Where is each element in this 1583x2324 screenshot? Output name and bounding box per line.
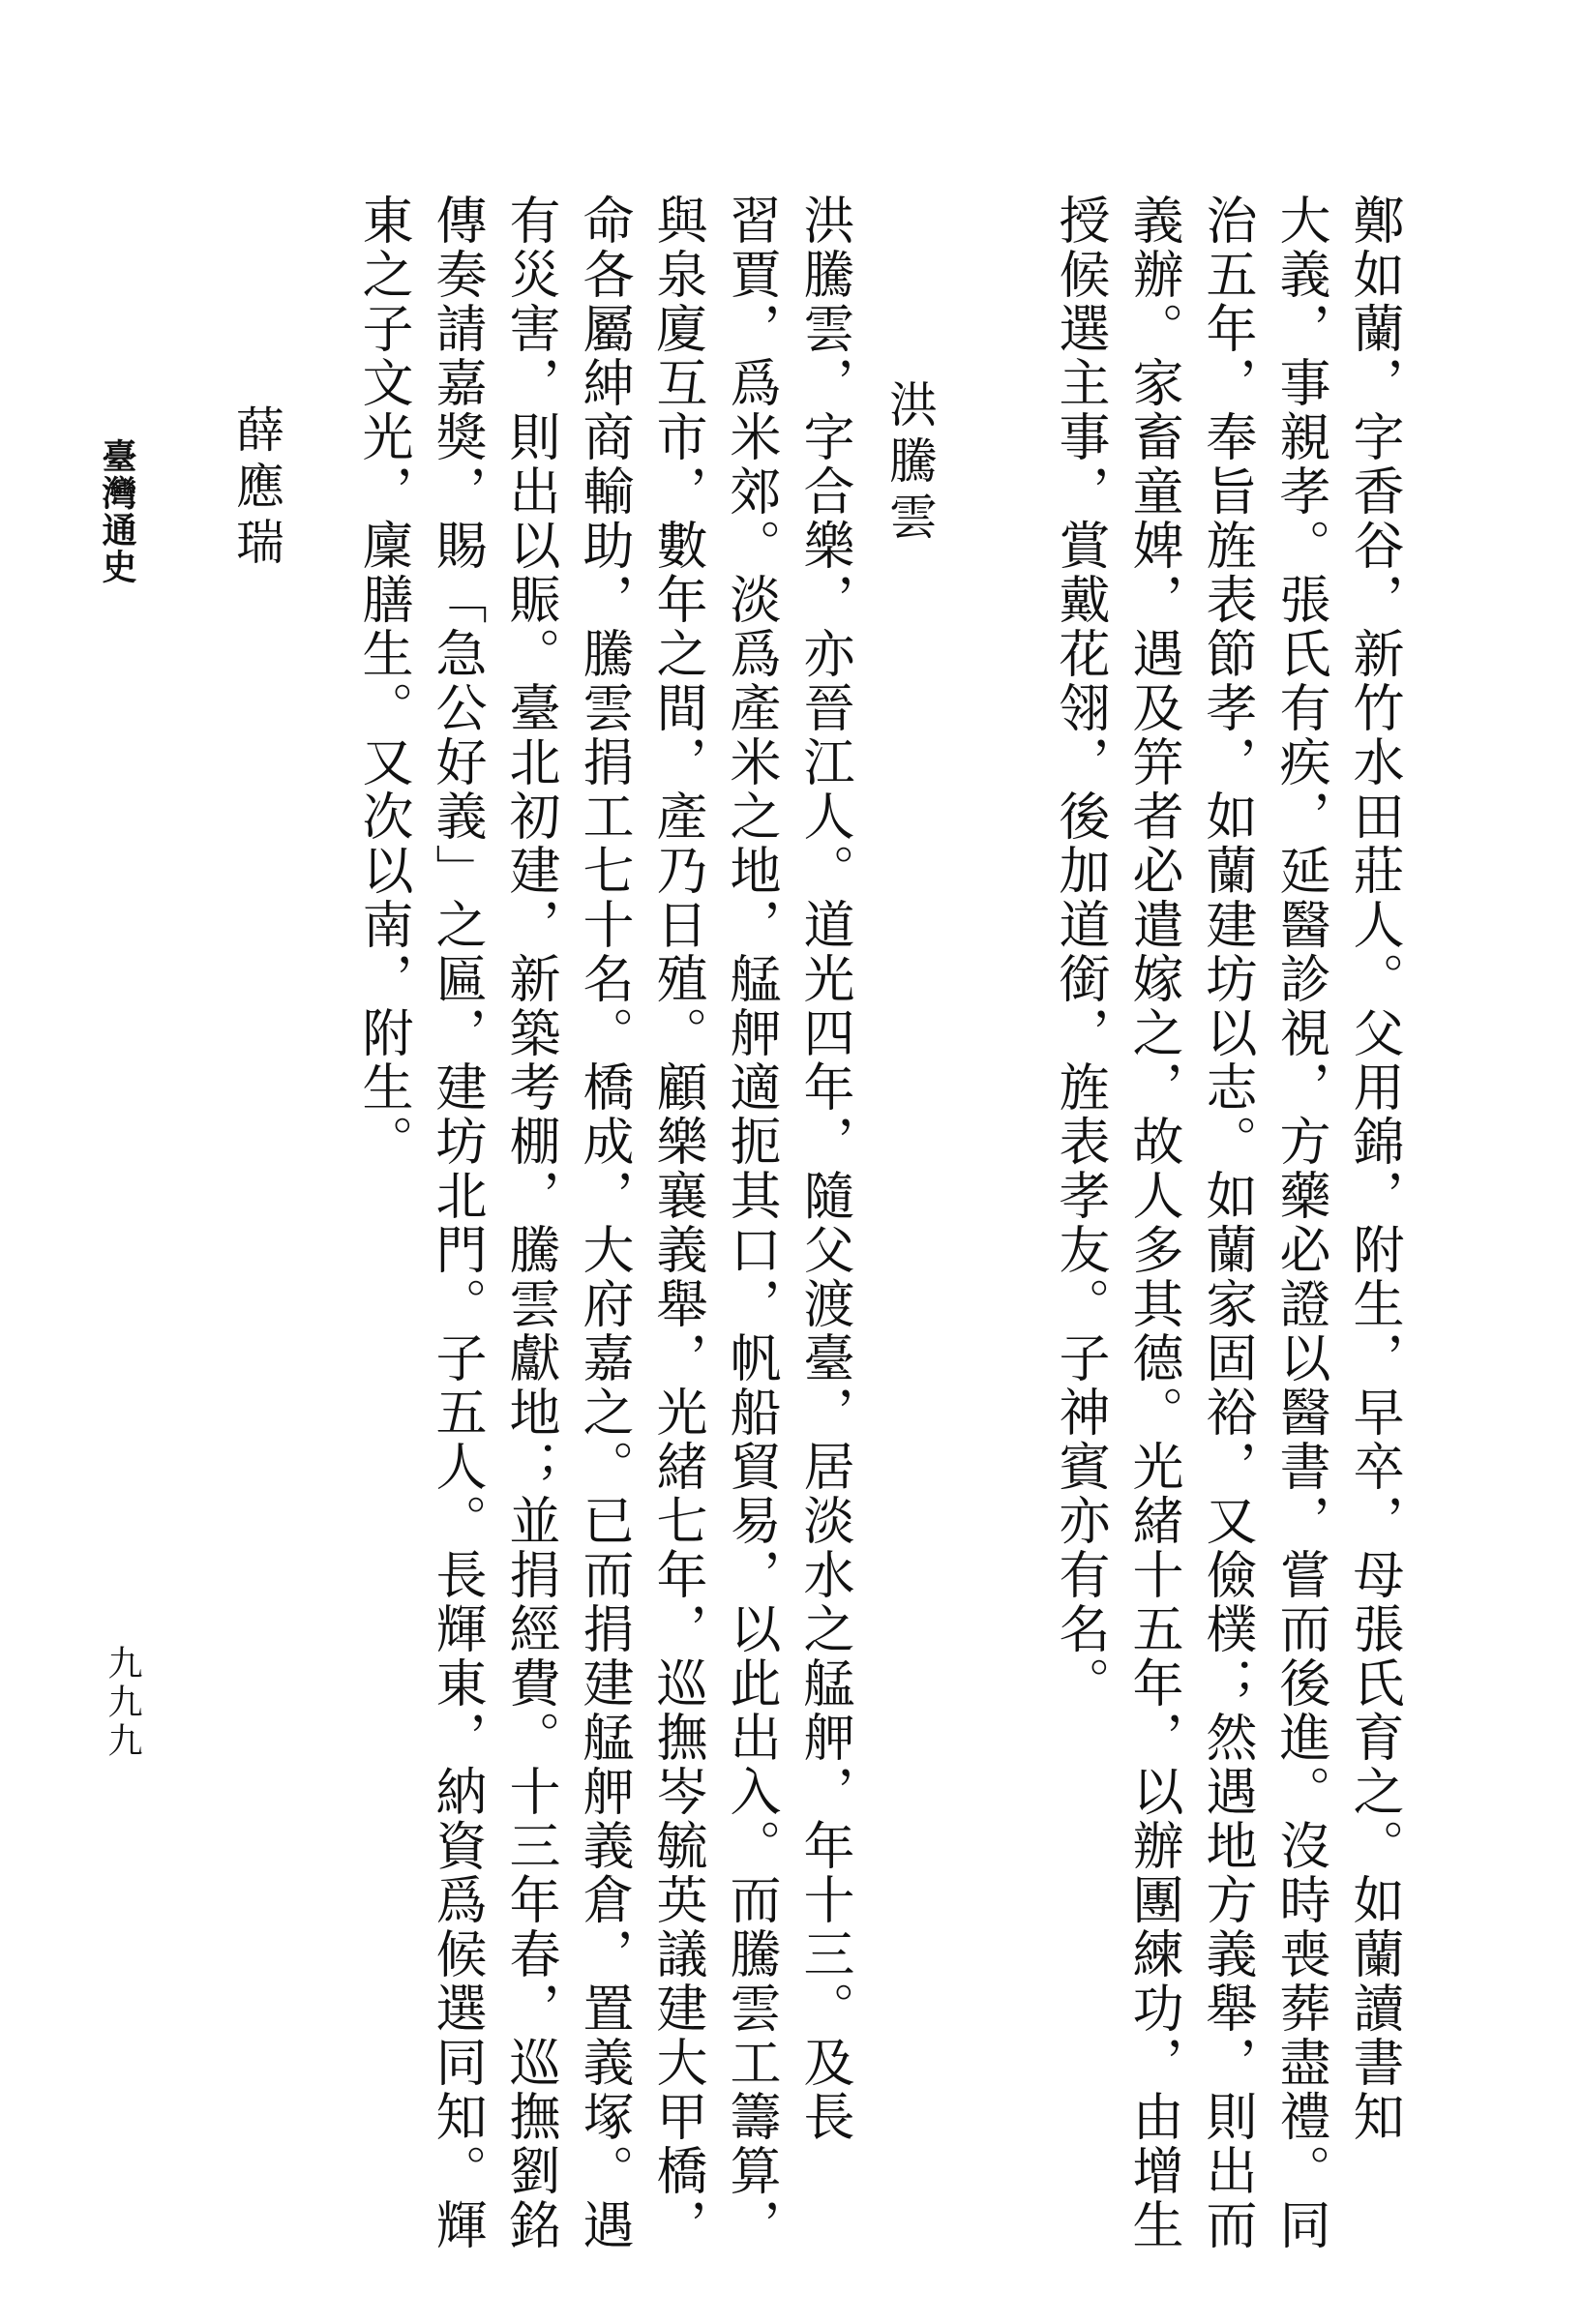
section-heading-xue-yingrui: 薛應瑞 xyxy=(229,404,284,573)
text-column: 有災害，則出以賑。臺北初建，新築考棚，騰雲獻地；並捐經費。十三年春，巡撫劉銘 xyxy=(502,194,558,2252)
section-heading-hong-tengyun: 洪騰雲 xyxy=(882,379,937,548)
text-column: 傳奏請嘉獎，賜「急公好義」之匾，建坊北門。子五人。長輝東，納資爲候選同知。輝 xyxy=(429,194,485,2252)
text-column: 治五年，奉旨旌表節孝，如蘭建坊以志。如蘭家固裕，又儉樸；然遇地方義舉，則出而 xyxy=(1199,194,1255,2252)
text-column: 命各屬紳商輸助，騰雲捐工七十名。橋成，大府嘉之。已而捐建艋舺義倉，置義塚。遇 xyxy=(576,194,632,2252)
text-column: 義辦。家畜童婢，遇及笄者必遣嫁之，故人多其德。光緒十五年，以辦團練功，由增生 xyxy=(1125,194,1181,2252)
text-column: 東之子文光，廩膳生。又次以南，附生。 xyxy=(355,194,411,1169)
text-column: 授候選主事，賞戴花翎，後加道銜，旌表孝友。子神賓亦有名。 xyxy=(1052,194,1108,1711)
page-number: 九九九 xyxy=(104,1645,142,1761)
text-column: 習賈，爲米郊。淡爲產米之地，艋舺適扼其口，帆船貿易，以此出入。而騰雲工籌算， xyxy=(723,194,779,2252)
text-column: 洪騰雲，字合樂，亦晉江人。道光四年，隨父渡臺，居淡水之艋舺，年十三。及長 xyxy=(796,194,852,2144)
margin-book-title: 臺灣通史 xyxy=(98,438,136,585)
text-column: 大義，事親孝。張氏有疾，延醫診視，方藥必證以醫書，嘗而後進。沒時喪葬盡禮。同 xyxy=(1272,194,1329,2252)
text-column: 與泉廈互市，數年之間，產乃日殖。顧樂襄義舉，光緒七年，巡撫岑毓英議建大甲橋， xyxy=(649,194,705,2252)
text-column: 鄭如蘭，字香谷，新竹水田莊人。父用錦，附生，早卒，母張氏育之。如蘭讀書知 xyxy=(1346,194,1402,2144)
